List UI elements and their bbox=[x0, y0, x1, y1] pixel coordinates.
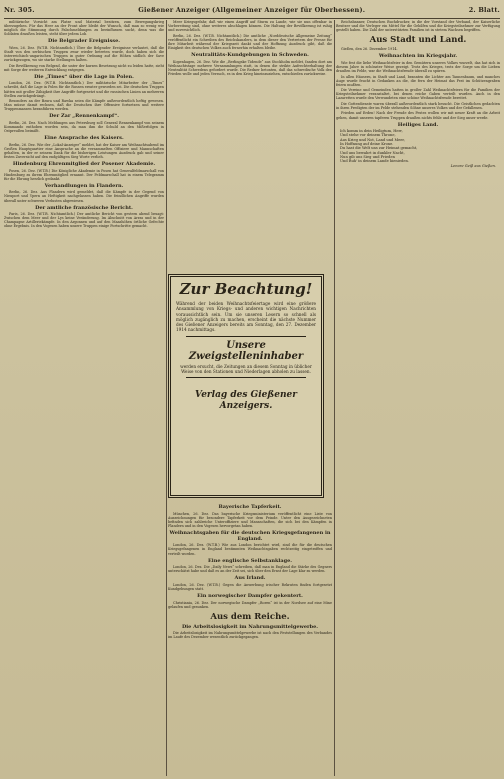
article-paragraph: Gießen, den 26. Dezember 1914. bbox=[341, 47, 398, 52]
article-headline: Eine englische Selbstanklage. bbox=[207, 557, 292, 564]
article-headline: Heiliges Land. bbox=[397, 121, 439, 128]
notice-divider bbox=[186, 336, 306, 337]
notice-advertisement bbox=[168, 274, 324, 498]
article-headline: Ein norwegischer Dampfer gekentert. bbox=[197, 593, 303, 600]
article-paragraph: Posen, 26. Dez. (W.T.B.) Die Königliche Akademie in Posen hat Generalfeldmarschall von Hindenburg zu ihrem Ehrenmitglied ernannt. Der Feldmarschall hat in einem Telegramm für die Ehrung herzlich gedankt. bbox=[4, 168, 164, 181]
notice-title: Zur Beachtung! bbox=[179, 280, 313, 298]
notice-body: Während der beiden Weihnachtsfeiertage wird eine größere Ansammlung von Kriegs- und anderen wichtigen Nachrichten voraussichtlich sein. Um sie unseren Lesern so schnell als möglich zugänglich zu machen, erscheint die nächste Nummer des Gießener Anzeigers bereits am Sonntag, den 27. Dezember 1914 nachmittags. bbox=[176, 301, 316, 333]
author-signature: Lenore Geiß aus Gießen. bbox=[450, 163, 496, 168]
article-headline: Die Arbeitslosigkeit im Nahrungsmittelgewerbe. bbox=[181, 623, 319, 630]
article-paragraph: Berlin, 26. Dez. (W.T.B. Nichtamtlich.) Die amtliche „Norddeutsche Allgemeine Zeitung“ veröffentlicht ein Schreiben des Reichskanzlers, in dem dieser den Vertretern der Presse für ihre Mitarbeit während der Kriegszeit dankt und der Hoffnung Ausdruck gibt, daß die Einigkeit des deutschen Volkes auch fernerhin erhalten bleibe. bbox=[168, 33, 332, 50]
newspaper-title: Gießener Anzeiger (Allgemeiner Anzeiger für Oberhessen). bbox=[138, 6, 366, 14]
article-paragraph: Reichsbanner, Deutschen Buchdrucker, in die der Vorstand der Verband, der Kaiserliche Besitzer und die Verleger ein Mittel für die Gehilfen und die Kriegsteilnehmer zur Verfügung gestellt haben. Die Zahl der unterstützten Familien ist in stetem Wachsen begriffen. bbox=[336, 20, 500, 33]
article-paragraph: Berlin, 26. Dez. Wie der „Lokal-Anzeiger“ meldet, hat der Kaiser am Weihnachtsabend im Großen Hauptquartier eine Ansprache an die versammelten Offiziere und Mannschaften gehalten, in der er seinem Dank für die bisherigen Leistungen Ausdruck gab und seiner festen Zuversicht auf den endgültigen Sieg Worte verlieh. bbox=[4, 142, 164, 159]
poem-line: Du hast die Welt uns zur Heimat gemacht, bbox=[340, 146, 418, 151]
poem-line: Aus Krieg und Not, Land und Meer, bbox=[340, 137, 405, 142]
article-paragraph: Berlin, 26. Dez. Aus Flandern wird gemeldet, daß die Kämpfe in der Gegend von Nieuport und Ypern an Heftigkeit nachgelassen haben. Die feindlichen Angriffe wurden überall unter schweren Verlusten abgewiesen. bbox=[4, 190, 164, 203]
column-left bbox=[4, 20, 164, 776]
notice-divider bbox=[186, 377, 306, 378]
article-paragraph: Die Arbeitslosigkeit im Nahrungsmittelgewerbe ist nach den Feststellungen des Verbandes im Laufe des Dezember wesentlich zurückgegangen. bbox=[168, 631, 332, 640]
article-headline: Aus dem Reiche. bbox=[210, 611, 290, 622]
article-headline: Aus Stadt und Land. bbox=[369, 35, 467, 46]
masthead bbox=[4, 2, 500, 19]
article-paragraph: Die Gottesdienste waren überall außerordentlich stark besucht. Die Geistlichen gedachten in ihren Predigten der im Felde stehenden Söhne unseres Volkes und der Gefallenen. bbox=[336, 101, 500, 110]
article-paragraph: militärische Vorsicht am Platze und Material besitzen, zum Bewegungskrieg überzugehen. Für das Heer an der Front aber bleibt der Wunsch, daß man so wenig wie möglich die Stimmung durch Falschmeldungen zu beeinflussen sucht, denn was die Soldaten draußen leisten, steht über jedem Lob. bbox=[4, 20, 164, 37]
article-paragraph: Frieden auf Erden! Nach der Freude des Festes wollen wir mit neuer Kraft an die Arbeit gehen, damit unseren tapferen Truppen draußen nichts fehle und der Sieg unser werde. bbox=[336, 111, 500, 120]
article-paragraph: Wien, 26. Dez. (W.T.B. Nichtamtlich.) Über die Belgrader Ereignisse verlautet, daß die Stadt von den serbischen Truppen zwar wieder betreten wurde, doch haben sich die österreichisch-ungarischen Truppen in guter Ordnung auf die Höhen südlich der Save zurückgezogen, wo sie starke Stellungen halten. bbox=[4, 45, 164, 63]
notice-sub-body: werden ersucht, die Zeitungen an diesem Sonntag in üblicher Weise von den Stationen und Niederlagen abholen zu lassen. bbox=[180, 363, 312, 375]
article-paragraph: London, 26. Dez. Die „Daily News“ schreiben, daß man in England die Stärke des Gegners unterschätzt habe und daß es an der Zeit sei, sich über den Ernst der Lage klar zu werden. bbox=[168, 565, 332, 574]
article-paragraph: Besonders an der Bzura und Rawka seien die Kämpfe außerordentlich heftig gewesen. Man müsse damit rechnen, daß die Deutschen ihre Offensive fortsetzen und weitere Truppenmassen heranführen werden. bbox=[4, 99, 164, 112]
poem-line: Und stehe vor deinem Throne, bbox=[340, 133, 396, 138]
poem-line: Und uns bewahrt in dunkler Nacht, bbox=[340, 150, 405, 155]
issue-number: Nr. 305. bbox=[4, 6, 35, 14]
article-headline: Aus Irland. bbox=[234, 575, 266, 582]
article-paragraph: Christiania, 26. Dez. Der norwegische Dampfer „Boren“ ist in der Nordsee auf eine Mine gelaufen und gesunken. bbox=[168, 600, 332, 609]
notice-subtitle: Unsere Zweigstelleninhaber bbox=[188, 339, 304, 362]
article-headline: Eine Ansprache des Kaisers. bbox=[44, 135, 124, 142]
article-paragraph: Kopenhagen, 26. Dez. Wie die „Berlingske Tidende“ aus Stockholm meldet, fanden dort am Weihnachtstage mehrere Versammlungen statt, in denen die strikte Aufrechterhaltung der Neutralität Schwedens gefordert wurde. Die Redner betonten, daß das schwedische Volk den Frieden wolle und jeden Versuch, es in den Krieg hineinzuziehen, entschieden zurückweise. bbox=[168, 59, 332, 76]
article-paragraph: München, 26. Dez. Das bayerische Kriegsministerium veröffentlicht eine Liste von Auszeichnungen für besondere Tapferkeit vor dem Feinde. Unter den Ausgezeichneten befinden sich zahlreiche Unteroffiziere und Mannschaften, die sich bei den Kämpfen in Flandern und in den Vogesen hervorgetan haben. bbox=[168, 511, 332, 528]
article-paragraph: London, 26. Dez. (W.T.B.) Wie aus London berichtet wird, sind die für die deutschen Kriegsgefangenen in England bestimmten Weihnachtsgaben rechtzeitig eingetroffen und verteilt worden. bbox=[168, 543, 332, 556]
poem-line: In Hoffnung auf deine Krone. bbox=[340, 142, 394, 147]
article-headline: Die „Times“ über die Lage in Polen. bbox=[34, 73, 134, 80]
article-headline: Der Zar „Rennenkampf“. bbox=[49, 113, 119, 120]
article-headline: Verhandlungen in Flandern. bbox=[44, 182, 124, 189]
article-paragraph: Wie fest die liebe Weihnachtsfeier in den Gemütern unseres Volkes wurzelt, das hat sich in diesem Jahre in schönster Weise gezeigt. Trotz des Krieges, trotz der Sorge um die Lieben draußen im Felde, war die Weihnachtsfreude überall zu spüren. bbox=[336, 60, 500, 74]
article-headline: Der amtliche französische Bericht. bbox=[35, 204, 133, 211]
article-headline: Weihnachten im Kriegsjahr. bbox=[378, 53, 458, 60]
poem bbox=[340, 129, 500, 163]
article-paragraph: Paris, 26. Dez. (W.T.B. Nichtamtlich.) Der amtliche Bericht von gestern abend besagt: Zwischen dem Meer und der Lys keine Veränderung. Im Abschnitt von Arras und in der Champagne Artilleriekämpfe. In den Argonnen und auf den Maashöhen örtliche Gefechte ohne Ergebnis. In den Vogesen haben unsere Truppen einige Fortschritte gemacht. bbox=[4, 212, 164, 229]
article-headline: Neutralitäts-Kundgebungen in Schweden. bbox=[191, 52, 309, 59]
column-right bbox=[336, 20, 500, 776]
middle-top-articles bbox=[168, 20, 332, 270]
article-paragraph: Die Bevölkerung von Belgrad, die unter der kurzen Besetzung nicht zu leiden hatte, sieht mit Sorge der weiteren Entwicklung entgegen. bbox=[4, 63, 164, 72]
article-paragraph: Meer Kriegsgefahr, daß wir einen Angriff auf Sturm zu Lande, wie sie nun offenbar in Vorbereitung sind, ohne weiteres abschlagen können. Die Haltung der Bevölkerung ist ruhig und zuversichtlich. bbox=[168, 20, 332, 33]
notice-publisher: Verlag des Gießener Anzeigers. bbox=[195, 390, 297, 412]
article-paragraph: In allen Häusern, in Stadt und Land, brannten die Lichter am Tannenbaum, und manches Auge wurde feucht in Gedanken an die, die fern der Heimat das Fest im Schützengraben feiern mußten. bbox=[336, 74, 500, 87]
article-paragraph: London, 26. Dez. (W.T.B.) Gegen die Anwerbung irischer Rekruten finden fortgesetzt Kundgebungen statt. bbox=[168, 582, 332, 591]
article-headline: Bayerische Tapferkeit. bbox=[218, 504, 282, 510]
sheet-number: 2. Blatt. bbox=[468, 6, 500, 14]
poem-line: Nun gib uns Sieg und Frieden bbox=[340, 154, 395, 159]
poem-line: Und Ruh' in deinem Lande hienieden. bbox=[340, 159, 409, 164]
middle-bottom-articles bbox=[168, 504, 332, 639]
poem-line: Ich komm in dein Heiligtum, Herr, bbox=[340, 129, 403, 134]
article-headline: Weihnachtsgaben für die deutschen Kriegsgefangenen in England. bbox=[169, 529, 331, 542]
article-headline: Die Belgrader Ereignisse. bbox=[48, 38, 120, 45]
article-paragraph: Die Vereine und Gemeinden hatten in großer Zahl Weihnachtsfeiern für die Familien der Kriegsteilnehmer veranstaltet, bei denen reiche Gaben verteilt wurden. Auch in den Lazaretten wurde den Verwundeten eine schöne Weihnachtsfreude bereitet. bbox=[336, 88, 500, 101]
article-headline: Hindenburg Ehrenmitglied der Posener Akademie. bbox=[12, 161, 156, 168]
article-paragraph: London, 26. Dez. (W.T.B. Nichtamtlich.) Der militärische Mitarbeiter der „Times“ schreibt, daß die Lage in Polen für die Russen ernster geworden sei. Die deutschen Truppen hätten mit großer Zähigkeit ihre Angriffe fortgesetzt und die russischen Linien an mehreren Stellen zurückgedrängt. bbox=[4, 81, 164, 98]
article-paragraph: Berlin, 26. Dez. Nach Meldungen aus Petersburg soll General Rennenkampf von seinem Kommando enthoben worden sein, da man ihm die Schuld an den Mißerfolgen in Ostpreußen beimißt. bbox=[4, 120, 164, 134]
